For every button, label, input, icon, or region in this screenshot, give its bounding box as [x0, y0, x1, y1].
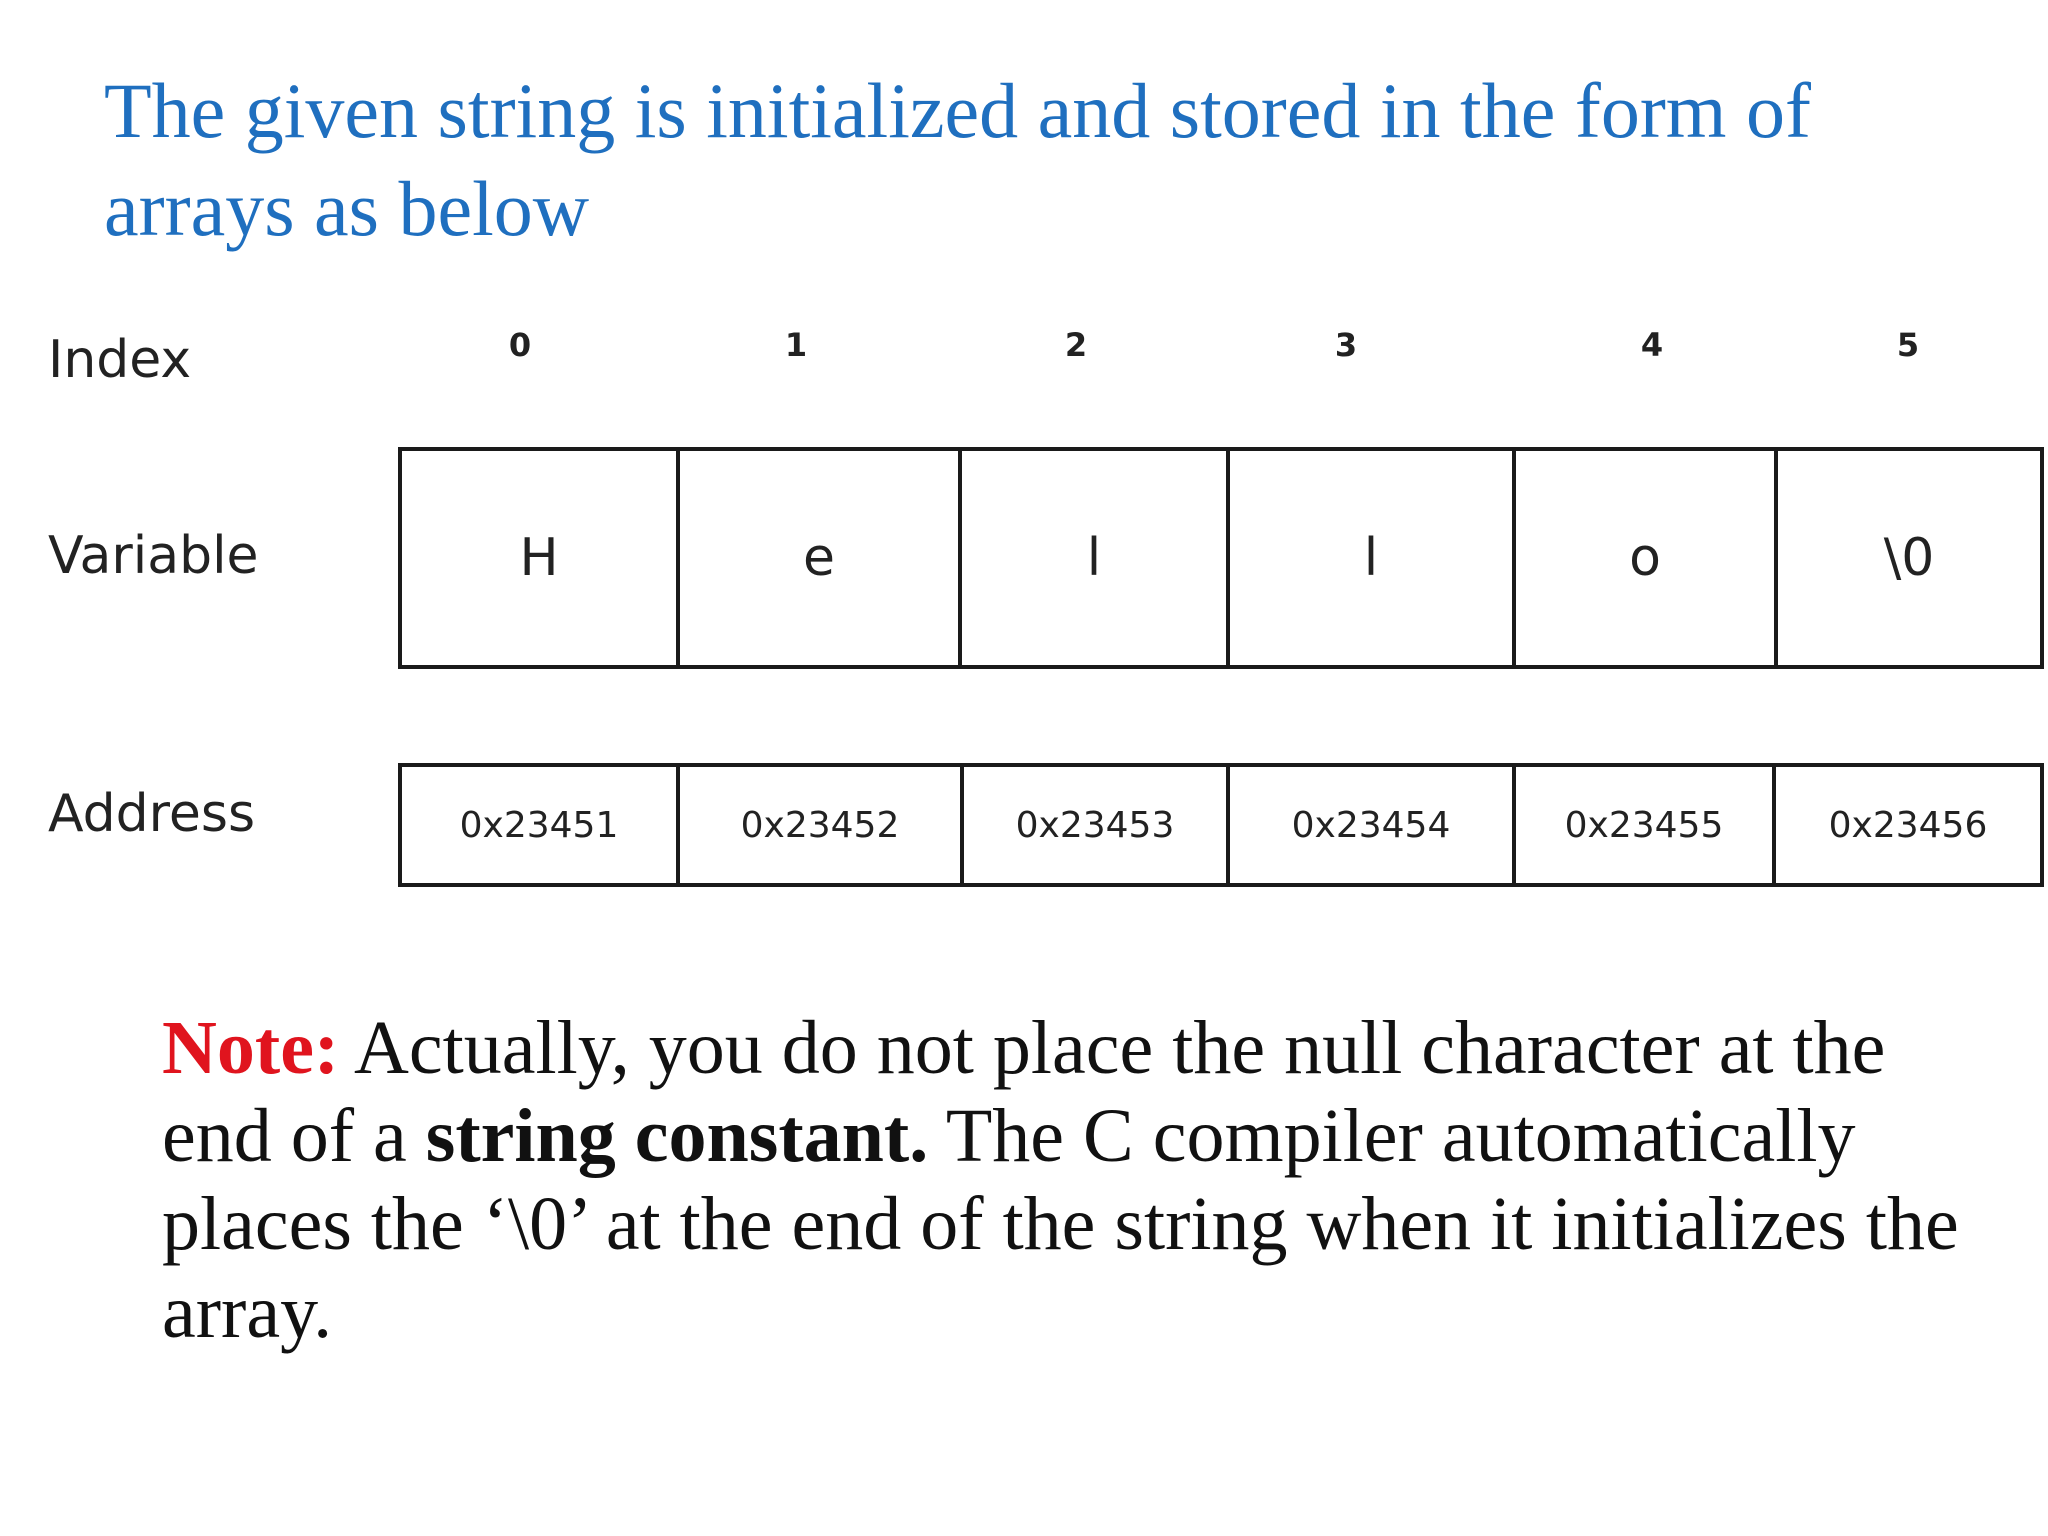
- index-2: 2: [1064, 326, 1088, 364]
- index-4: 4: [1640, 326, 1664, 364]
- variable-char-1: e: [803, 528, 835, 588]
- address-value-4: 0x23455: [1564, 804, 1724, 846]
- address-value-2: 0x23453: [1015, 804, 1175, 846]
- note-text-part-1: Actually, you do not place the null character at the end of a: [162, 1006, 1886, 1178]
- variable-row-label: Variable: [48, 526, 259, 586]
- variable-char-0: H: [519, 528, 559, 588]
- address-cell-0: [398, 763, 680, 887]
- variable-cell-3: [1226, 447, 1516, 669]
- variable-char-4: o: [1629, 528, 1661, 588]
- address-value-0: 0x23451: [459, 804, 619, 846]
- variable-cell-2: [958, 447, 1230, 669]
- note-bold-term: string constant.: [425, 1094, 929, 1178]
- variable-cell-5: [1774, 447, 2044, 669]
- index-1: 1: [784, 326, 808, 364]
- address-cell-2: [960, 763, 1230, 887]
- variable-char-5: \0: [1883, 528, 1935, 588]
- address-cell-3: [1226, 763, 1516, 887]
- note-label: Note:: [162, 1006, 340, 1090]
- heading: [104, 62, 1924, 258]
- address-value-5: 0x23456: [1828, 804, 1988, 846]
- heading-line-1: The given string is initialized and stored in the form of: [104, 67, 1811, 154]
- address-cell-4: [1512, 763, 1776, 887]
- address-cell-1: [676, 763, 964, 887]
- address-row-label: Address: [48, 784, 256, 844]
- variable-cell-4: [1512, 447, 1778, 669]
- index-3: 3: [1334, 326, 1358, 364]
- note-paragraph: [162, 1004, 1962, 1356]
- heading-line-2: arrays as below: [104, 165, 590, 252]
- variable-char-3: l: [1363, 528, 1379, 588]
- index-0: 0: [508, 326, 532, 364]
- address-value-3: 0x23454: [1291, 804, 1451, 846]
- address-cell-5: [1772, 763, 2044, 887]
- variable-char-2: l: [1086, 528, 1102, 588]
- index-5: 5: [1896, 326, 1920, 364]
- address-value-1: 0x23452: [740, 804, 900, 846]
- index-row-label: Index: [48, 330, 192, 390]
- variable-cell-0: [398, 447, 680, 669]
- variable-cell-1: [676, 447, 962, 669]
- note-text-part-2: The C compiler automatically places the ‘\0’ at the end of the string when it initializes the array.: [162, 1094, 1959, 1354]
